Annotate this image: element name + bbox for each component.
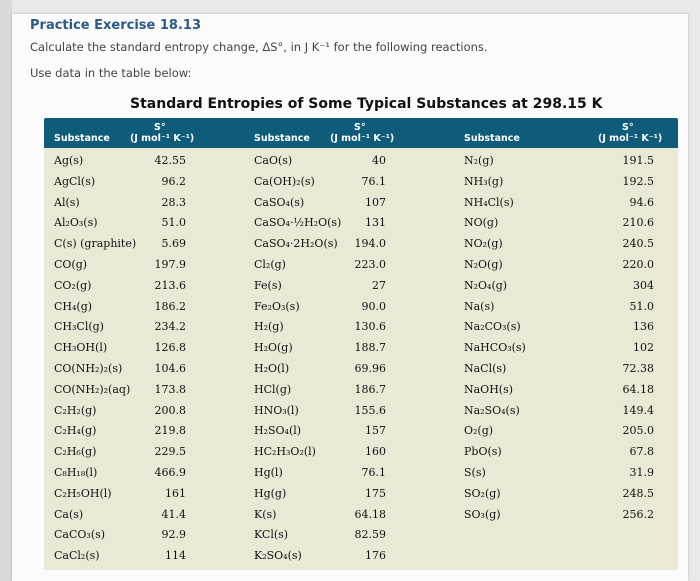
substance-cell: N₂O₄(g) [464,278,508,292]
substance-cell: CO(NH₂)₂(s) [54,362,123,375]
entropy-value-cell: 304 [633,278,654,292]
substance-cell: NO(g) [464,216,499,230]
entropy-value-cell: 466.9 [154,466,186,479]
entropy-value-cell: 188.7 [354,341,386,355]
substance-cell: Cl₂(g) [254,258,286,271]
substance-cell: Na₂CO₃(s) [464,320,521,334]
entropy-value-cell: 72.38 [622,362,654,375]
entropy-value-cell: 28.3 [161,195,186,209]
substance-cell: CaCO₃(s) [54,528,106,542]
entropy-value-cell: 92.9 [161,528,186,542]
substance-cell: H₂(g) [254,320,284,334]
header-substance: Substance [254,133,310,144]
substance-cell: C₈H₁₈(l) [54,466,98,479]
substance-cell: CO(NH₂)₂(aq) [54,382,131,396]
header-substance: Substance [464,133,520,144]
header-units: (J mol⁻¹ K⁻¹) [330,133,395,144]
entropy-value-cell: 27 [372,278,386,292]
entropy-value-cell: 76.1 [361,174,386,188]
entropy-value-cell: 210.6 [622,216,654,230]
substance-cell: Hg(l) [254,466,283,479]
entropy-value-cell: 157 [365,424,386,438]
substance-cell: Al₂O₃(s) [54,216,98,230]
substance-cell: NaCl(s) [464,362,507,375]
entropy-value-cell: 90.0 [361,299,386,313]
substance-cell: PbO(s) [464,445,502,459]
entropy-value-cell: 96.2 [161,174,186,188]
entropy-value-cell: 42.55 [154,154,186,167]
substance-cell: S(s) [464,466,486,479]
entropy-value-cell: 191.5 [622,154,654,167]
substance-cell: K(s) [254,507,277,521]
entropy-value-cell: 131 [365,216,386,230]
exercise-title: Practice Exercise 18.13 [30,18,201,33]
substance-cell: HNO₃(l) [254,403,299,417]
substance-cell: C₂H₆(g) [54,445,97,459]
entropy-value-cell: 5.69 [161,237,186,251]
entropy-value-cell: 69.96 [354,362,386,375]
substance-cell: H₂O(l) [254,362,290,375]
header-s-symbol: S° [154,122,166,133]
entropy-value-cell: 149.4 [622,403,654,417]
entropy-value-cell: 104.6 [154,362,186,375]
entropy-value-cell: 51.0 [629,299,654,313]
entropy-value-cell: 64.18 [354,507,386,521]
substance-cell: H₂SO₄(l) [254,424,302,438]
entropy-value-cell: 234.2 [154,320,186,334]
substance-cell: HCl(g) [254,382,292,396]
entropy-value-cell: 219.8 [154,424,186,438]
substance-cell: CaSO₄(s) [254,195,305,209]
header-units: (J mol⁻¹ K⁻¹) [598,133,663,144]
substance-cell: Al(s) [54,195,80,209]
entropy-value-cell: 64.18 [622,382,654,396]
entropy-value-cell: 130.6 [354,320,386,334]
substance-cell: AgCl(s) [54,174,96,188]
substance-cell: NaHCO₃(s) [464,341,526,355]
substance-cell: KCl(s) [254,528,289,542]
substance-cell: CaSO₄·½H₂O(s) [254,216,342,230]
substance-cell: C₂H₄(g) [54,424,97,438]
substance-cell: O₂(g) [464,424,494,438]
entropy-value-cell: 192.5 [622,174,654,188]
entropy-value-cell: 40 [372,154,386,167]
entropy-value-cell: 205.0 [622,424,654,438]
substance-cell: CO(g) [54,258,88,271]
entropy-value-cell: 194.0 [354,237,386,251]
entropy-value-cell: 160 [365,445,386,459]
substance-cell: CH₃Cl(g) [54,320,104,334]
substance-cell: C₂H₂(g) [54,403,97,417]
entropy-value-cell: 161 [165,486,186,500]
substance-cell: NH₃(g) [464,174,504,188]
entropy-value-cell: 229.5 [154,445,186,459]
entropy-value-cell: 94.6 [629,195,654,209]
substance-cell: Na(s) [464,299,495,313]
substance-cell: CH₄(g) [54,299,93,313]
substance-cell: CaO(s) [254,154,293,167]
exercise-prompt: Calculate the standard entropy change, ΔS°, in J K⁻¹ for the following reactions. [30,40,488,54]
entropy-value-cell: 76.1 [361,466,386,479]
entropy-value-cell: 186.2 [154,299,186,313]
entropy-value-cell: 186.7 [354,382,386,396]
header-substance: Substance [54,133,110,144]
substance-cell: Ca(s) [54,507,84,521]
substance-cell: Fe(s) [254,278,282,292]
entropy-value-cell: 41.4 [161,507,186,521]
entropy-value-cell: 240.5 [622,237,654,251]
substance-cell: H₂O(g) [254,341,293,355]
substance-cell: HC₂H₃O₂(l) [254,445,316,459]
entropy-value-cell: 175 [365,486,386,500]
entropy-value-cell: 176 [365,549,386,563]
entropy-value-cell: 82.59 [354,528,386,542]
entropy-value-cell: 102 [633,341,654,355]
substance-cell: N₂O(g) [464,258,503,271]
substance-cell: CaCl₂(s) [54,549,100,563]
substance-cell: NaOH(s) [464,382,514,396]
entropy-value-cell: 200.8 [154,403,186,417]
substance-cell: Fe₂O₃(s) [254,299,300,313]
substance-cell: NH₄Cl(s) [464,195,514,209]
entropy-value-cell: 67.8 [629,445,654,459]
data-instruction: Use data in the table below: [30,66,192,80]
substance-cell: SO₃(g) [464,507,501,521]
left-margin-bar [0,0,12,581]
substance-cell: Hg(g) [254,486,287,500]
entropy-value-cell: 248.5 [622,486,654,500]
substance-cell: SO₂(g) [464,486,501,500]
table-header-band [44,118,678,148]
entropy-value-cell: 220.0 [622,258,654,271]
table-caption: Standard Entropies of Some Typical Substances at 298.15 K [130,96,603,112]
entropy-value-cell: 31.9 [629,466,654,479]
entropy-value-cell: 197.9 [154,258,186,271]
entropy-value-cell: 114 [165,549,186,563]
entropy-value-cell: 256.2 [622,507,654,521]
entropy-value-cell: 213.6 [154,278,186,292]
substance-cell: Na₂SO₄(s) [464,403,520,417]
entropy-value-cell: 51.0 [161,216,186,230]
entropy-value-cell: 173.8 [154,382,186,396]
substance-cell: CaSO₄·2H₂O(s) [254,237,338,251]
substance-cell: K₂SO₄(s) [254,549,302,563]
entropy-value-cell: 107 [365,195,386,209]
header-s-symbol: S° [622,122,634,133]
entropy-value-cell: 223.0 [354,258,386,271]
substance-cell: CH₃OH(l) [54,341,108,355]
entropy-value-cell: 136 [633,320,654,334]
substance-cell: C(s) (graphite) [54,237,137,251]
substance-cell: C₂H₅OH(l) [54,486,112,500]
entropy-value-cell: 126.8 [154,341,186,355]
entropy-value-cell: 155.6 [354,403,386,417]
substance-cell: Ca(OH)₂(s) [254,174,315,188]
substance-cell: N₂(g) [464,154,494,167]
entropy-table [44,118,678,570]
substance-cell: Ag(s) [54,154,84,167]
substance-cell: CO₂(g) [54,278,92,292]
substance-cell: NO₂(g) [464,237,503,251]
header-units: (J mol⁻¹ K⁻¹) [130,133,195,144]
header-s-symbol: S° [354,122,366,133]
